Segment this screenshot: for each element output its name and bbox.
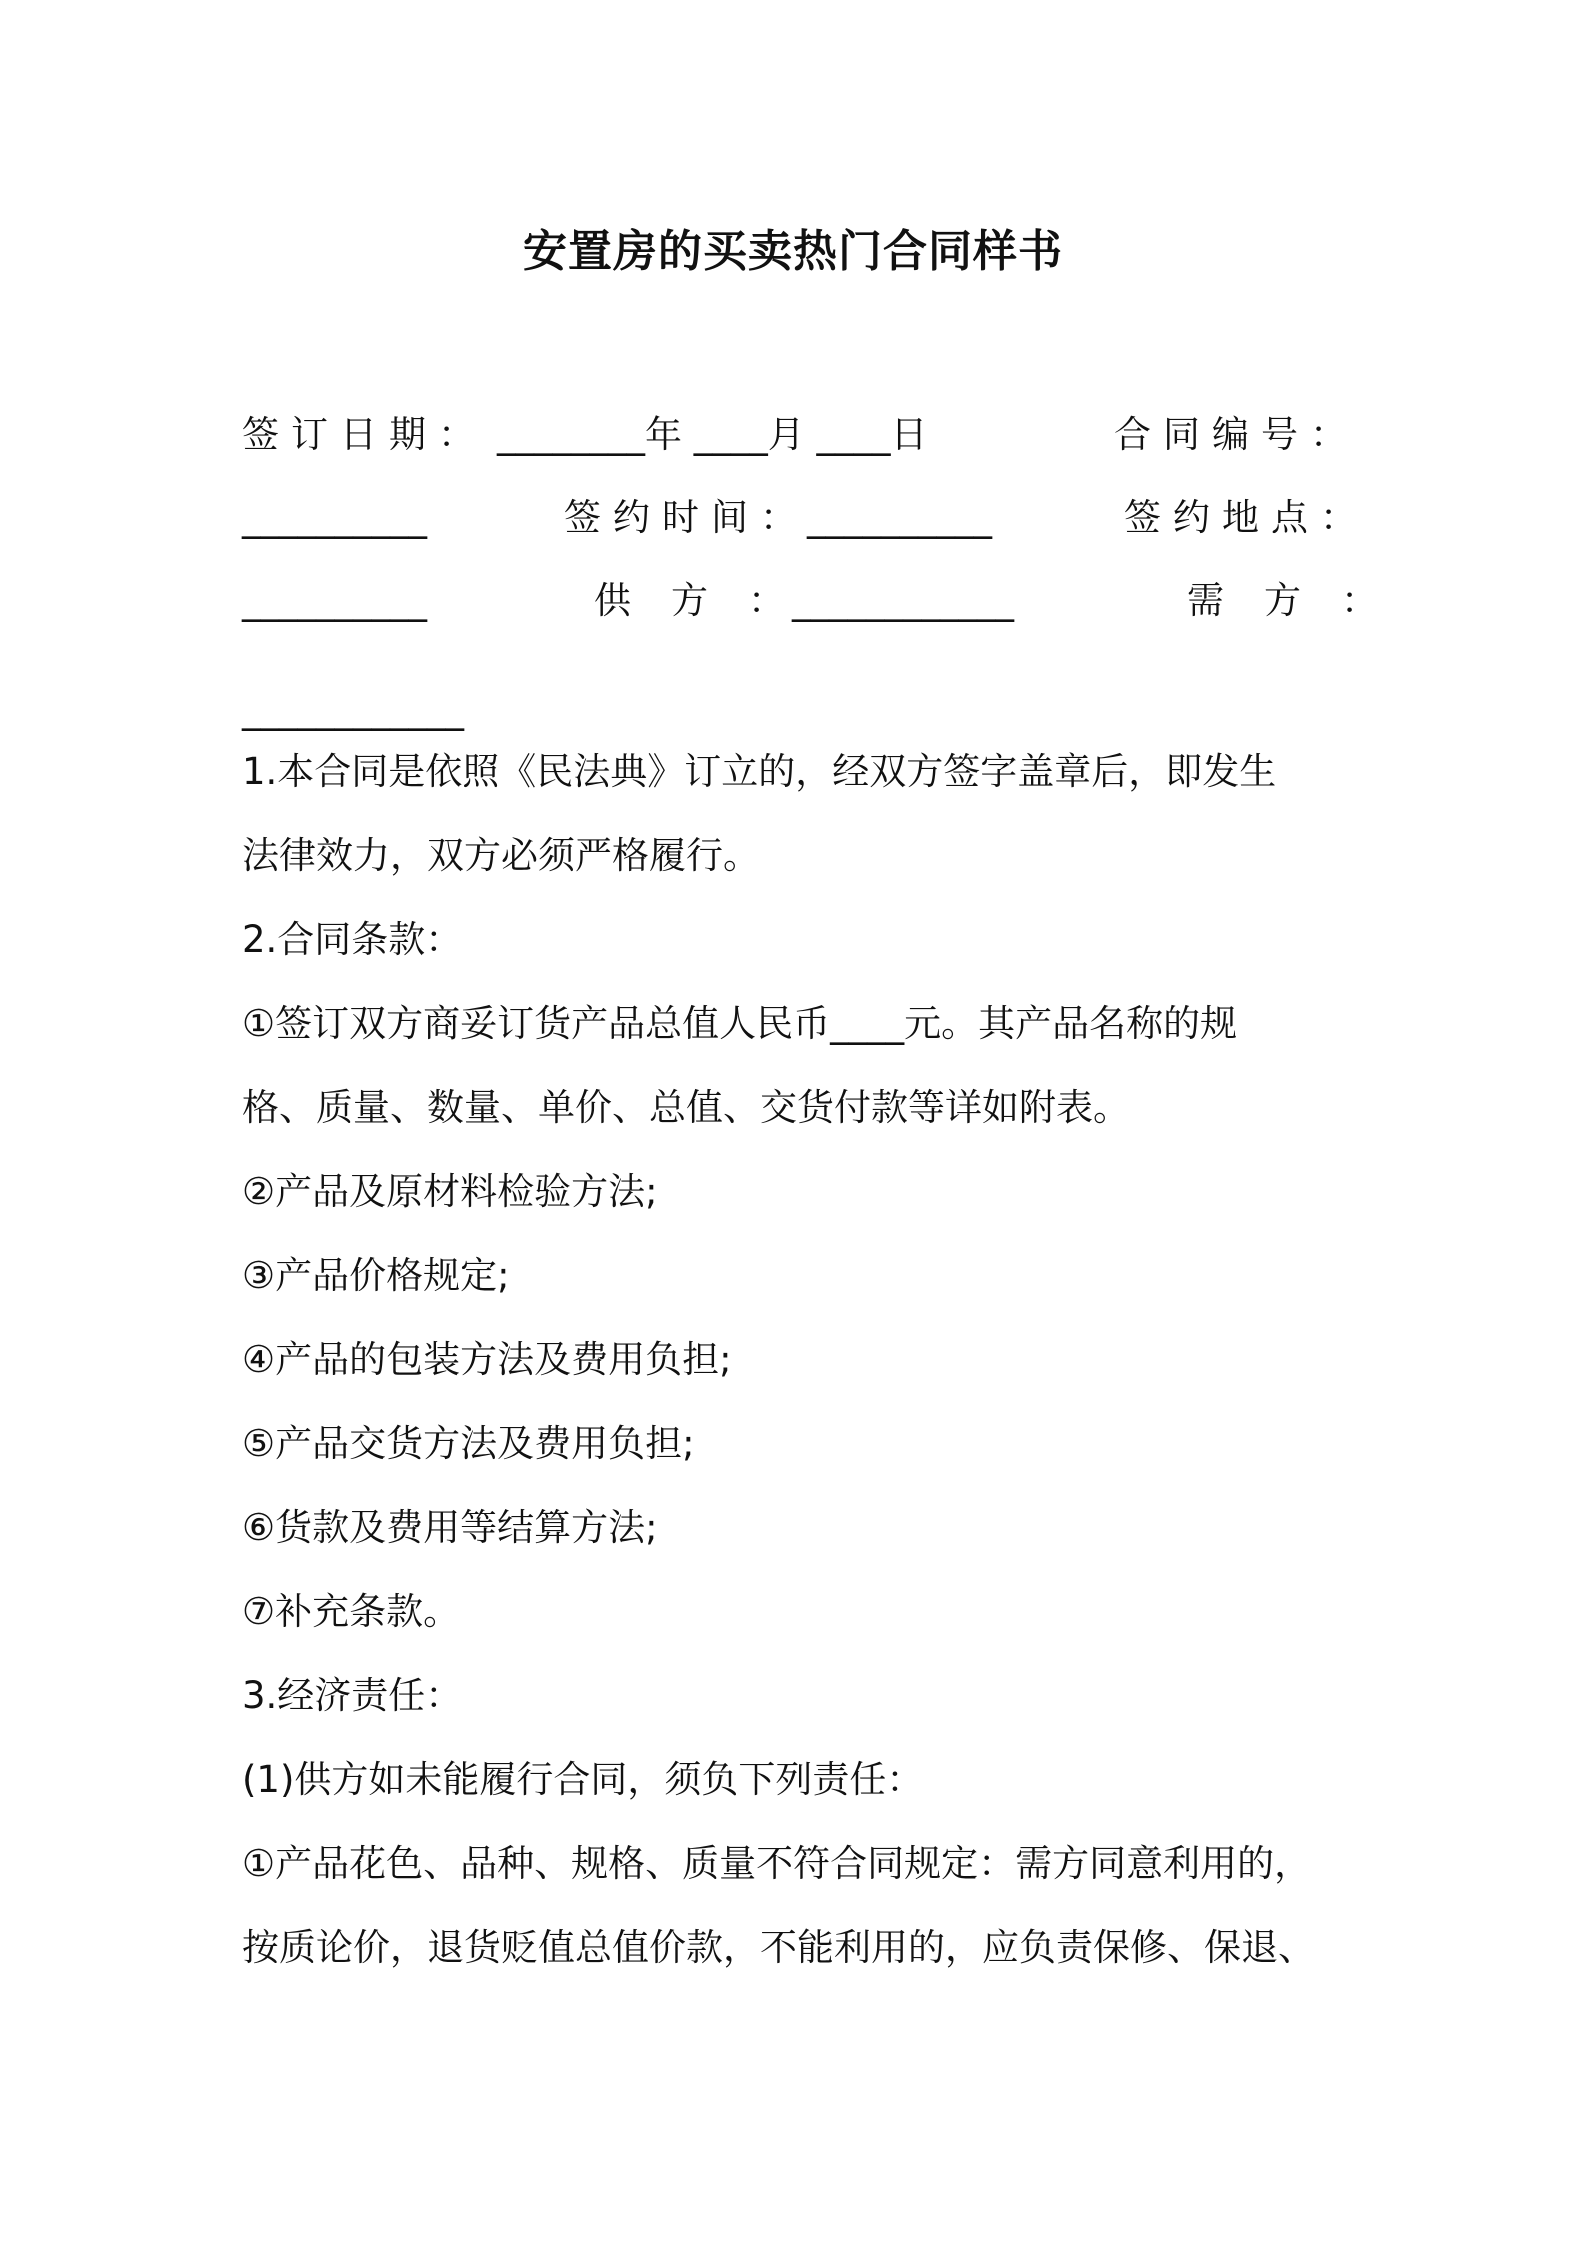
sign-time-label: 签约时间： [564,496,809,539]
paragraph-line: ①签订双方商妥订货产品总值人民币____元。其产品名称的规 [242,1002,1238,1045]
list-item: ④产品的包装方法及费用负担; [242,1338,732,1381]
paragraph-line: 1.本合同是依照《民法典》订立的，经双方签字盖章后，即发生 [242,750,1277,793]
document-title: 安置房的买卖热门合同样书 [523,226,1063,277]
sign-date-value: ________年 ____月 ____日 [497,413,928,456]
paragraph-line: ①产品花色、品种、规格、质量不符合同规定：需方同意利用的， [242,1842,1312,1885]
paragraph-line: (1)供方如未能履行合同，须负下列责任： [242,1758,924,1801]
contract-no-value: __________ [242,496,427,539]
sign-time-value: __________ [807,496,992,539]
buyer-label: 需方： [1187,579,1418,622]
list-item: ⑤产品交货方法及费用负担; [242,1422,695,1465]
meta-row-2 [242,488,1369,548]
paragraph-line: 按质论价，退货贬值总值价款，不能利用的，应负责保修、保退、 [242,1926,1315,1969]
sign-date-label: 签订日期： [242,413,487,456]
supplier-value: ____________ [792,579,1014,622]
section-heading: 3.经济责任： [242,1674,463,1717]
list-item: ⑦补充条款。 [242,1590,461,1633]
supplier-label: 供方： [594,579,825,622]
list-item: ⑥货款及费用等结算方法; [242,1506,658,1549]
buyer-value: ____________ [242,688,464,731]
meta-row-1 [242,405,1359,465]
list-item: ②产品及原材料检验方法; [242,1170,658,1213]
list-item: ③产品价格规定; [242,1254,510,1297]
sign-place-value: __________ [242,579,427,622]
section-heading: 2.合同条款： [242,918,463,961]
sign-place-label: 签约地点： [1124,496,1369,539]
paragraph-line: 法律效力，双方必须严格履行。 [242,834,760,877]
paragraph-line: 格、质量、数量、单价、总值、交货付款等详如附表。 [242,1086,1130,1129]
meta-row-3 [242,571,1418,631]
contract-no-label: 合同编号： [1114,413,1359,456]
meta-row-4 [242,680,1342,740]
